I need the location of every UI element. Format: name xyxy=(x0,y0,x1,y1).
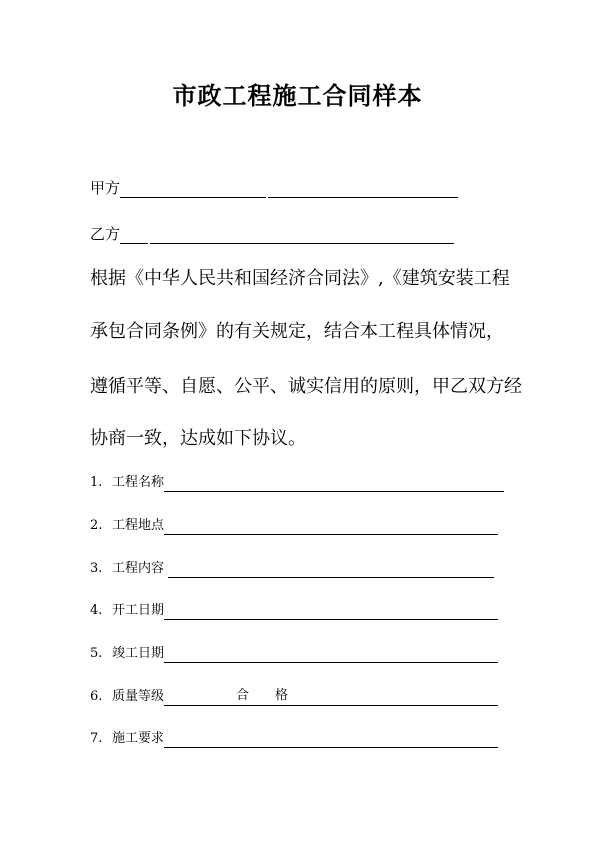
item-label: 施工要求 xyxy=(112,731,165,746)
item-number: 7. xyxy=(90,731,103,746)
project-name-field[interactable] xyxy=(164,476,504,492)
completion-date-field[interactable] xyxy=(164,647,498,663)
item-number: 1. xyxy=(90,475,103,490)
project-location-field[interactable] xyxy=(164,519,498,535)
start-date-field[interactable] xyxy=(164,604,498,620)
item-quality-grade xyxy=(90,688,498,706)
item-label: 质量等级 xyxy=(112,689,165,704)
item-number: 6. xyxy=(90,689,103,704)
intro-line-2: 承包合同条例》的有关规定，结合本工程具体情况， xyxy=(90,321,504,342)
item-construction-requirements xyxy=(90,730,498,748)
item-number: 3. xyxy=(90,561,103,576)
item-project-name xyxy=(90,474,504,492)
intro-line-1: 根据《中华人民共和国经济合同法》,《建筑安装工程 xyxy=(90,268,510,289)
item-label: 工程地点 xyxy=(112,518,165,533)
party-b-blank-2[interactable] xyxy=(150,227,378,244)
item-number: 2. xyxy=(90,518,103,533)
intro-line-3: 遵循平等、自愿、公平、诚实信用的原则，甲乙双方经 xyxy=(90,376,522,397)
item-project-location xyxy=(90,517,498,535)
item-label: 工程名称 xyxy=(112,475,165,490)
party-b-blank-1[interactable] xyxy=(120,227,148,244)
quality-grade-field[interactable] xyxy=(164,690,498,706)
item-label: 竣工日期 xyxy=(112,646,165,661)
item-project-content xyxy=(90,560,494,578)
intro-line-4: 协商一致，达成如下协议。 xyxy=(90,428,306,449)
party-a-label: 甲方 xyxy=(90,179,121,197)
party-b-line xyxy=(90,224,454,244)
party-a-blank-1[interactable] xyxy=(120,181,266,198)
item-number: 4. xyxy=(90,603,103,618)
party-a-blank-2[interactable] xyxy=(268,181,458,198)
item-start-date xyxy=(90,602,498,620)
party-b-label: 乙方 xyxy=(90,225,121,243)
party-a-line xyxy=(90,178,458,198)
item-label: 工程内容 xyxy=(112,561,165,576)
project-content-field[interactable] xyxy=(168,562,494,578)
party-b-blank-3[interactable] xyxy=(378,227,454,244)
construction-requirements-field[interactable] xyxy=(164,732,498,748)
item-label: 开工日期 xyxy=(112,603,165,618)
document-title: 市政工程施工合同样本 xyxy=(172,82,423,110)
quality-grade-value: 合 格 xyxy=(236,688,289,703)
item-completion-date xyxy=(90,645,498,663)
item-number: 5. xyxy=(90,646,103,661)
